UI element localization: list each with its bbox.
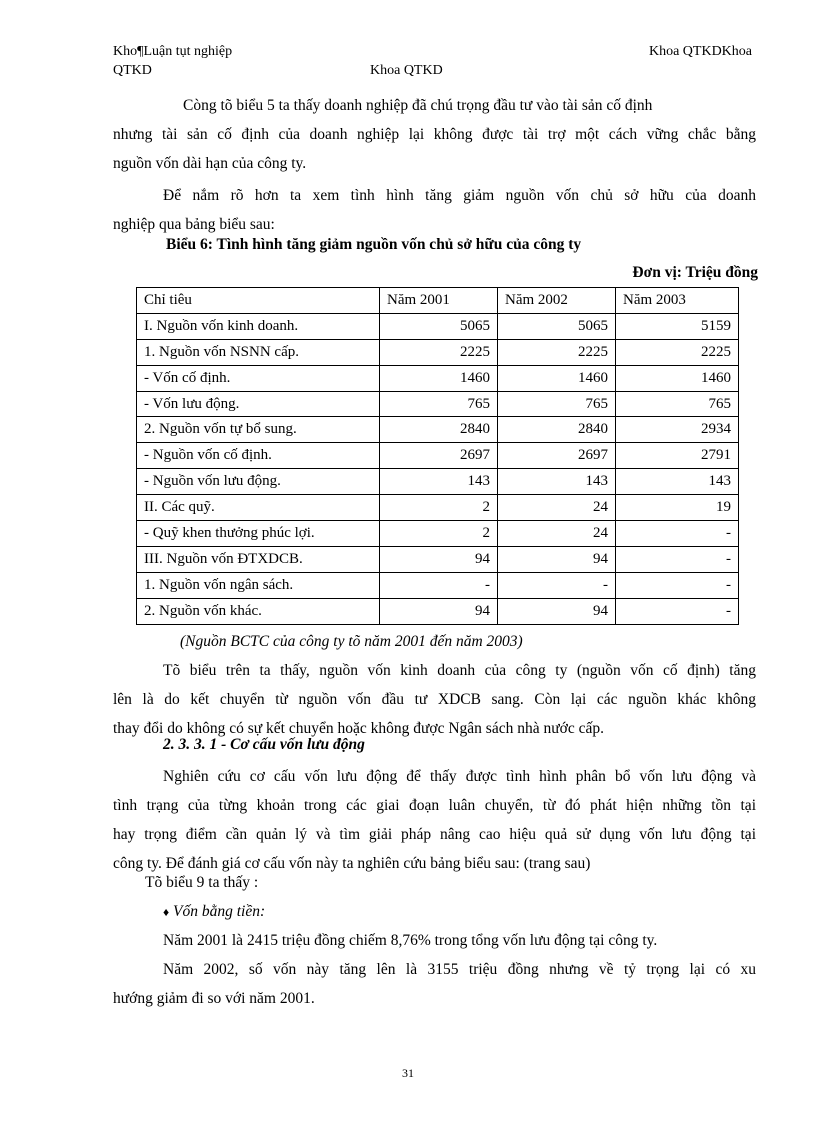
table-cell: - Vốn cố định. [137,365,380,391]
table-row [137,572,739,598]
table-cell: II. Các quỹ. [137,495,380,521]
table-cell: 5065 [380,313,498,339]
header-left-bottom: QTKD [113,63,152,78]
table-header-row [137,288,739,314]
table-row [137,495,739,521]
table-cell: - [380,572,498,598]
table-cell: 2840 [498,417,616,443]
table-cell: 2791 [616,443,739,469]
table-cell: 24 [498,495,616,521]
table-cell: 5159 [616,313,739,339]
table-cell: 765 [380,391,498,417]
table-row [137,313,739,339]
table-cell: 143 [380,469,498,495]
equity-table [136,287,739,625]
header-right: Khoa QTKDKhoa [648,44,752,59]
table-unit: Đơn vị: Triệu đồng [632,264,758,281]
table-row [137,469,739,495]
table-cell: 2225 [380,339,498,365]
cash-2002-line-2: hướng giảm đi so với năm 2001. [113,990,315,1007]
lead-line-2: nghiệp qua bảng biểu sau: [113,216,275,233]
table-cell: 94 [498,546,616,572]
table-row [137,443,739,469]
table-cell: 1460 [380,365,498,391]
header-cell: Chỉ tiêu [137,288,380,314]
table-cell: 2225 [498,339,616,365]
table-cell: I. Nguồn vốn kinh doanh. [137,313,380,339]
header-cell: Năm 2002 [498,288,616,314]
table-row [137,598,739,624]
section-line-3: hay trọng điểm cần quản lý và tìm giải pháp nâng cao hiệu quả sử dụng vốn lưu động tại [113,826,756,843]
intro-line-3: nguồn vốn dài hạn của công ty. [113,155,307,172]
diamond-bullet-icon: ♦ [163,905,170,919]
table-cell: 2697 [498,443,616,469]
lead-paragraph [113,181,756,239]
table-cell: 2 [380,521,498,547]
table-cell: 2840 [380,417,498,443]
analysis-line-3: thay đổi do không có sự kết chuyển hoặc không được Ngân sách nhà nước cấp. [113,720,604,737]
bullet-item [163,897,265,927]
cash-2001-line: Năm 2001 là 2415 triệu đồng chiếm 8,76% trong tổng vốn lưu động tại công ty. [163,932,658,949]
page-number: 31 [402,1066,414,1080]
table-cell: 765 [616,391,739,417]
table-cell: 143 [498,469,616,495]
intro-line-1: Còng tõ biểu 5 ta thấy doanh nghiệp đã chú trọng đầu tư vào tài sản cố định [183,97,653,114]
bieu9-line: Tõ biểu 9 ta thấy : [145,874,259,891]
bullet-label: Vốn bằng tiền: [173,903,266,920]
table-row [137,391,739,417]
table-row [137,339,739,365]
table-cell: 2. Nguồn vốn tự bổ sung. [137,417,380,443]
table-cell: - [616,572,739,598]
table-title: Biểu 6: Tình hình tăng giảm nguồn vốn chủ sở hữu của công ty [166,236,582,253]
section-line-2: tình trạng của từng khoản trong các giai đoạn luân chuyển, từ đó phát hiện những tồn tại [113,797,756,814]
table-cell: 19 [616,495,739,521]
table-cell: 94 [498,598,616,624]
section-line-1: Nghiên cứu cơ cấu vốn lưu động để thấy được tình hình phân bổ vốn lưu động và [163,768,756,785]
table-cell: 2. Nguồn vốn khác. [137,598,380,624]
table-cell: 1. Nguồn vốn ngân sách. [137,572,380,598]
table-cell: 1460 [616,365,739,391]
analysis-line-2: lên là do kết chuyển từ nguồn vốn đầu tư XDCB sang. Còn lại các nguồn khác không [113,691,756,708]
intro-line-2: nhưng tài sản cố định của doanh nghiệp lại không được tài trợ một cách vững chắc bằng [113,126,756,143]
table-row [137,365,739,391]
table-cell: 143 [616,469,739,495]
analysis-paragraph [113,656,756,743]
table-cell: - Nguồn vốn lưu động. [137,469,380,495]
section-heading: 2. 3. 3. 1 - Cơ cấu vốn lưu động [163,736,365,753]
table-cell: 2 [380,495,498,521]
table-cell: - [616,546,739,572]
lead-line-1: Để nắm rõ hơn ta xem tình hình tăng giảm nguồn vốn chủ sở hữu của doanh [163,187,756,204]
intro-paragraph [113,91,756,178]
table-cell: 1460 [498,365,616,391]
cash-2002-line-1: Năm 2002, số vốn này tăng lên là 3155 triệu đồng nhưng về tỷ trọng lại có xu [163,961,756,978]
header-center: Khoa QTKD [370,63,443,78]
table-cell: III. Nguồn vốn ĐTXDCB. [137,546,380,572]
table-row [137,417,739,443]
table-cell: 5065 [498,313,616,339]
table-cell: - [616,521,739,547]
table-cell: - Quỹ khen thưởng phúc lợi. [137,521,380,547]
table-cell: 1. Nguồn vốn NSNN cấp. [137,339,380,365]
table-cell: 2697 [380,443,498,469]
table-cell: 94 [380,598,498,624]
section-paragraph [113,762,756,878]
cash-2002-paragraph [113,955,756,1013]
table-cell: 2934 [616,417,739,443]
table-source: (Nguồn BCTC của công ty tõ năm 2001 đến năm 2003) [180,633,523,650]
table-row [137,521,739,547]
header-left-top: Kho¶Luận tụt nghiệp [113,44,233,59]
table-cell: 24 [498,521,616,547]
table-cell: 94 [380,546,498,572]
header-cell: Năm 2003 [616,288,739,314]
table-cell: 765 [498,391,616,417]
table-cell: - Vốn lưu động. [137,391,380,417]
header-cell: Năm 2001 [380,288,498,314]
section-line-4: công ty. Để đánh giá cơ cấu vốn này ta nghiên cứu bảng biểu sau: (trang sau) [113,855,591,872]
table-cell: 2225 [616,339,739,365]
table-cell: - [498,572,616,598]
analysis-line-1: Tõ biểu trên ta thấy, nguồn vốn kinh doanh của công ty (nguồn vốn cố định) tăng [163,662,756,679]
table-row [137,546,739,572]
table-cell: - [616,598,739,624]
table-cell: - Nguồn vốn cố định. [137,443,380,469]
